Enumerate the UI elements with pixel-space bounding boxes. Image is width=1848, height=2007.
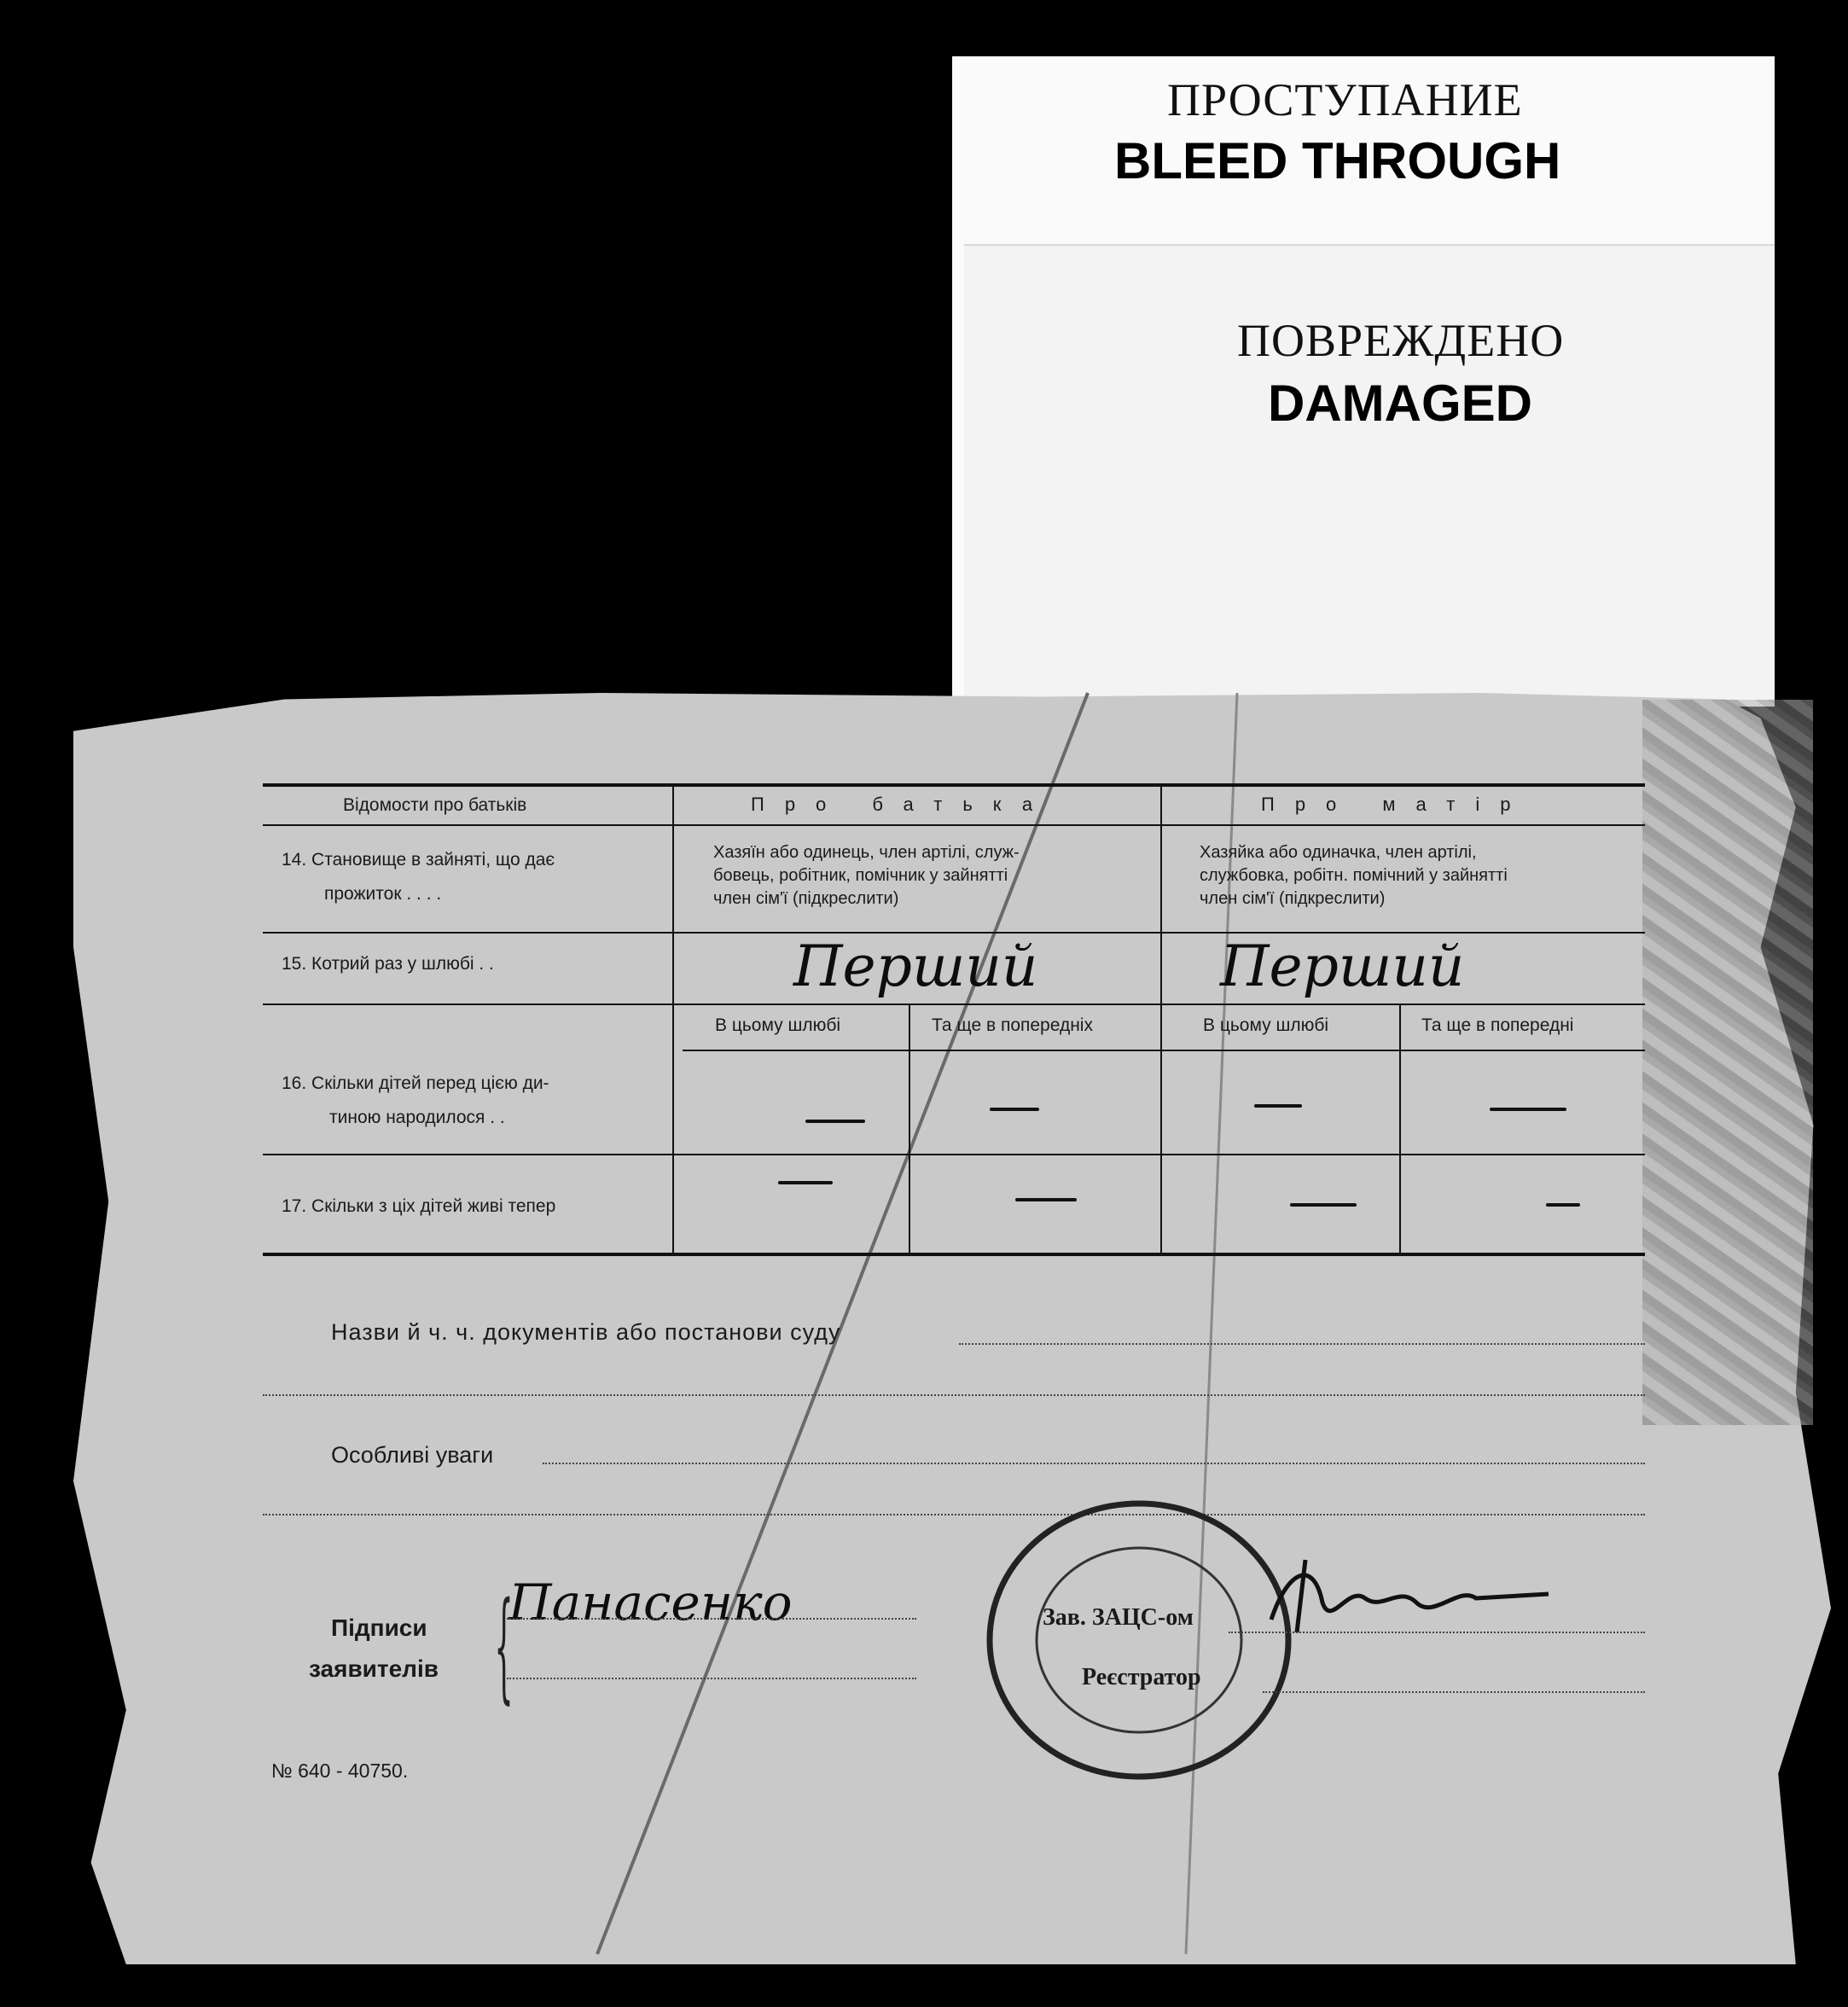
applicant-signature: Панасенко — [508, 1574, 793, 1632]
notes-line-2 — [263, 1514, 1645, 1515]
row14-father-line3: член сім'ї (підкреслити) — [713, 889, 899, 908]
row17-mother-prev-dash — [1546, 1203, 1580, 1207]
subheader-mother-this-marriage: В цьому шлюбі — [1203, 1015, 1329, 1035]
col-divider-3 — [909, 1004, 910, 1254]
row15-father-handwritten: Перший — [793, 934, 1038, 999]
official-round-stamp — [981, 1495, 1297, 1785]
subheader-father-this-marriage: В цьому шлюбі — [715, 1015, 841, 1035]
row14-mother-line1: Хазяйка або одиначка, член артілі, — [1200, 843, 1477, 862]
applicant-sign-line-1 — [507, 1618, 916, 1620]
row16-label-line2: тиною народилося . . — [329, 1108, 505, 1127]
table-bottom-rule — [263, 1253, 1645, 1256]
registrar-sign-line — [1263, 1691, 1645, 1693]
documents-line-1 — [959, 1343, 1645, 1345]
row14-father-line2: бовець, робітник, помічник у зайнятті — [713, 866, 1008, 885]
row16-mother-prev-dash — [1490, 1108, 1566, 1111]
row14-label-line2: прожиток . . . . — [324, 884, 442, 904]
documents-line-2 — [263, 1394, 1645, 1396]
head-sign-line — [1229, 1632, 1645, 1633]
row16-father-prev-dash — [990, 1108, 1039, 1111]
row14-mother-line3: член сім'ї (підкреслити) — [1200, 889, 1386, 908]
row17-father-this-dash — [778, 1181, 833, 1184]
row15-rule — [263, 1004, 1645, 1005]
signatures-label-line1: Підписи — [331, 1614, 427, 1641]
header-parents-info: Відомости про батьків — [343, 795, 527, 815]
form-number: № 640 - 40750. — [271, 1760, 409, 1782]
head-of-registry-label: Зав. ЗАЦС-ом — [1043, 1604, 1194, 1631]
row16-label-line1: 16. Скільки дітей перед цією ди- — [282, 1073, 549, 1093]
row14-father-line1: Хазяїн або одинець, член артілі, служ- — [713, 843, 1020, 862]
row17-mother-this-dash — [1290, 1203, 1357, 1207]
signatures-label-line2: заявителів — [309, 1655, 439, 1682]
subheader-rule — [683, 1050, 1645, 1051]
notice-bleed-through-ru: ПРОСТУПАНИЕ — [1167, 74, 1523, 125]
row14-label-line1: 14. Становище в зайняті, що дає — [282, 850, 555, 870]
documents-label: Назви й ч. ч. документів або постанови суду — [331, 1319, 841, 1345]
notes-label: Особливі уваги — [331, 1442, 494, 1468]
row17-label: 17. Скільки з ціх дітей живі тепер — [282, 1196, 556, 1216]
col-divider-1 — [672, 785, 674, 1254]
notice-damaged-ru: ПОВРЕЖДЕНО — [1237, 315, 1565, 366]
row14-mother-line2: службовка, робітн. помічний у зайнятті — [1200, 866, 1508, 885]
header-about-father: Про батька — [751, 794, 1054, 815]
applicant-sign-line-2 — [507, 1678, 916, 1679]
registrar-label: Реєстратор — [1082, 1664, 1201, 1690]
notes-line-1 — [543, 1463, 1645, 1464]
notice-bleed-through-en: BLEED THROUGH — [1114, 132, 1561, 189]
col-divider-2 — [1160, 785, 1162, 1254]
row16-father-this-dash — [805, 1120, 865, 1123]
subheader-father-previous: Та ще в попередніх — [932, 1015, 1093, 1035]
notice-damaged-en: DAMAGED — [1268, 375, 1532, 432]
header-rule — [263, 824, 1645, 826]
row17-father-prev-dash — [1015, 1198, 1077, 1201]
header-about-mother: Про матір — [1261, 794, 1531, 815]
row16-rule — [263, 1154, 1645, 1155]
row16-mother-this-dash — [1254, 1104, 1302, 1108]
row15-label: 15. Котрий раз у шлюбі . . — [282, 954, 494, 974]
subheader-mother-previous: Та ще в попередні — [1421, 1015, 1574, 1035]
signatures-brace: { — [494, 1577, 514, 1716]
row15-mother-handwritten: Перший — [1220, 934, 1465, 999]
table-top-rule — [263, 783, 1645, 787]
col-divider-4 — [1399, 1004, 1401, 1254]
